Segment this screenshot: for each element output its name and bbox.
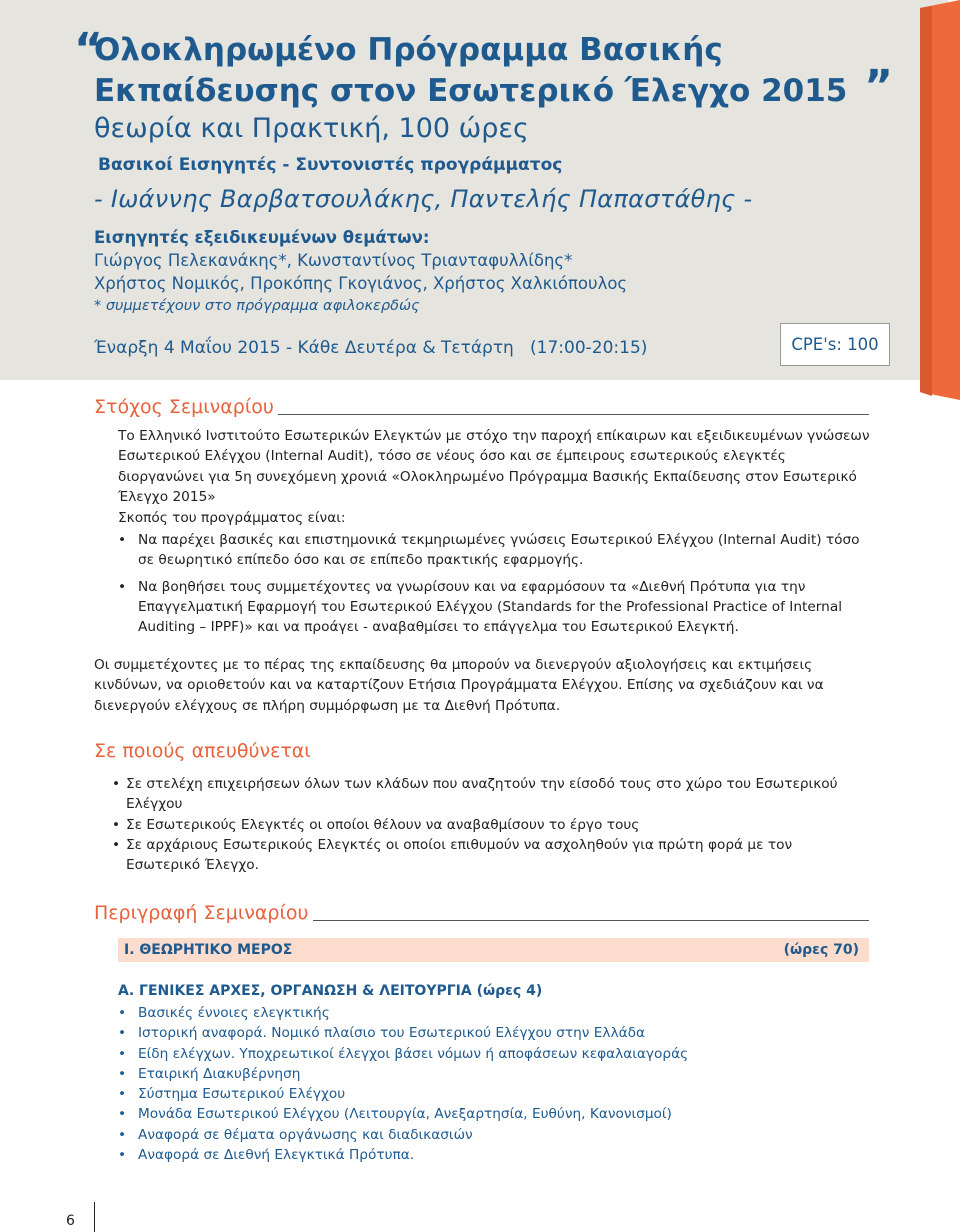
page-number: 6 bbox=[66, 1213, 75, 1229]
list-item: • Εταιρική Διακυβέρνηση bbox=[118, 1064, 870, 1084]
part-header-bar bbox=[118, 938, 869, 962]
list-item: • Αναφορά σε Διεθνή Ελεγκτικά Πρότυπα. bbox=[118, 1145, 870, 1165]
list-item: • Σε αρχάριους Εσωτερικούς Ελεγκτές οι οποίοι επιθυμούν να ασχοληθούν για πρώτη φορά με τον Εσωτερικό Έλεγχο. bbox=[112, 835, 864, 876]
open-quote-mark: “ bbox=[74, 24, 103, 75]
list-item: • Να παρέχει βασικές και επιστημονικά τεκμηριωμένες γνώσεις Εσωτερικού Ελέγχου (Internal Audit) τόσο σε θεωρητικό επίπεδο όσο και σε επίπεδο πρακτικής εφαρμογής. bbox=[118, 530, 870, 571]
audience-heading bbox=[94, 740, 311, 762]
objective-heading-text: Στόχος Σεμιναρίου bbox=[94, 396, 274, 418]
coordinators-label: Βασικοί Εισηγητές - Συντονιστές προγράμματος bbox=[98, 155, 563, 175]
title-line-2: Εκπαίδευσης στον Εσωτερικό Έλεγχο 2015 bbox=[94, 73, 848, 109]
list-item: • Μονάδα Εσωτερικού Ελέγχου (Λειτουργία, Ανεξαρτησία, Ευθύνη, Κανονισμοί) bbox=[118, 1104, 870, 1124]
audience-heading-text: Σε ποιούς απευθύνεται bbox=[94, 740, 311, 762]
coordinators-names: - Ιωάννης Βαρβατσουλάκης, Παντελής Παπαστάθης - bbox=[94, 185, 753, 213]
objective-intro: Το Ελληνικό Ινστιτούτο Εσωτερικών Ελεγκτών με στόχο την παροχή επίκαιρων και εξειδικευμένων γνώσεων Εσωτερικού Ελέγχου (Internal Audit), τόσο σε νέους όσο και σε έμπειρους εσωτερικούς ελεγκτές διοργανώνει για 5η συνεχόμενη χρονιά «Ολοκληρωμένο Πρόγραμμα Βασικής Εκπαίδευσης στον Εσωτερικό Έλεγχο 2015» bbox=[118, 428, 870, 505]
list-item: • Ιστορική αναφορά. Νομικό πλαίσιο του Εσωτερικού Ελέγχου στην Ελλάδα bbox=[118, 1023, 870, 1043]
purpose-label: Σκοπός του προγράμματος είναι: bbox=[118, 510, 346, 526]
list-item: • Είδη ελέγχων. Υποχρεωτικοί έλεγχοι βάσει νόμων ή αποφάσεων κεφαλαιαγοράς bbox=[118, 1044, 870, 1064]
orange-ribbon-decoration bbox=[920, 0, 960, 400]
specialists-line-2: Χρήστος Νομικός, Προκόπης Γκογιάνος, Χρήστος Χαλκιόπουλος bbox=[94, 274, 628, 293]
description-heading bbox=[94, 902, 869, 924]
list-item: • Να βοηθήσει τους συμμετέχοντες να γνωρίσουν και να εφαρμόσουν τα «Διεθνή Πρότυπα για την Επαγγελματική Εφαρμογή του Εσωτερικού Ελέγχου (Standards for the Professional Practice of Internal Auditing – IPPF)» και να προάγει - αναβαθμίσει το επάγγελμα του Εσωτερικού Ελεγκτή. bbox=[118, 577, 870, 638]
part-hours: (ώρες 70) bbox=[783, 942, 859, 958]
footer-divider bbox=[94, 1202, 95, 1232]
section-a-title: Α. ΓΕΝΙΚΕΣ ΑΡΧΕΣ, ΟΡΓΑΝΩΣΗ & ΛΕΙΤΟΥΡΓΙΑ (ώρες 4) bbox=[118, 983, 543, 999]
section-a-topics bbox=[118, 1003, 870, 1165]
objective-heading bbox=[94, 396, 869, 418]
start-date-schedule: Έναρξη 4 Μαΐου 2015 - Κάθε Δευτέρα & Τετάρτη (17:00-20:15) bbox=[94, 338, 648, 358]
description-heading-text: Περιγραφή Σεμιναρίου bbox=[94, 902, 309, 924]
title-line-1: Ολοκληρωμένο Πρόγραμμα Βασικής bbox=[94, 32, 723, 68]
audience-list bbox=[112, 774, 864, 875]
specialists-line-1: Γιώργος Πελεκανάκης*, Κωνσταντίνος Τριανταφυλλίδης* bbox=[94, 251, 573, 270]
subtitle: θεωρία και Πρακτική, 100 ώρες bbox=[94, 113, 529, 144]
heading-rule bbox=[313, 920, 869, 921]
part-title: I. ΘΕΩΡΗΤΙΚΟ ΜΕΡΟΣ bbox=[124, 942, 293, 958]
outcome-paragraph: Οι συμμετέχοντες με το πέρας της εκπαίδευσης θα μπορούν να διενεργούν αξιολογήσεις και εκτιμήσεις κινδύνων, να οριοθετούν και να καταρτίζουν Ετήσια Προγράμματα Ελέγχου. Επίσης να σχεδιάζουν και να διενεργούν ελέγχους σε πλήρη συμμόρφωση με τα Διεθνή Πρότυπα. bbox=[94, 657, 824, 714]
purpose-list bbox=[118, 530, 870, 637]
list-item: • Σύστημα Εσωτερικού Ελέγχου bbox=[118, 1084, 870, 1104]
list-item: • Αναφορά σε θέματα οργάνωσης και διαδικασιών bbox=[118, 1125, 870, 1145]
list-item: • Βασικές έννοιες ελεγκτικής bbox=[118, 1003, 870, 1023]
specialists-label: Εισηγητές εξειδικευμένων θεμάτων: bbox=[94, 228, 430, 247]
cpe-badge: CPE's: 100 bbox=[780, 323, 890, 366]
heading-rule bbox=[278, 414, 869, 415]
specialists-note: * συμμετέχουν στο πρόγραμμα αφιλοκερδώς bbox=[94, 298, 420, 314]
list-item: • Σε στελέχη επιχειρήσεων όλων των κλάδων που αναζητούν την είσοδό τους στο χώρο του Εσωτερικού Ελέγχου bbox=[112, 774, 864, 815]
close-quote-mark: ” bbox=[864, 61, 894, 112]
page-title bbox=[94, 30, 904, 112]
list-item: • Σε Εσωτερικούς Ελεγκτές οι οποίοι θέλουν να αναβαθμίσουν το έργο τους bbox=[112, 815, 864, 835]
